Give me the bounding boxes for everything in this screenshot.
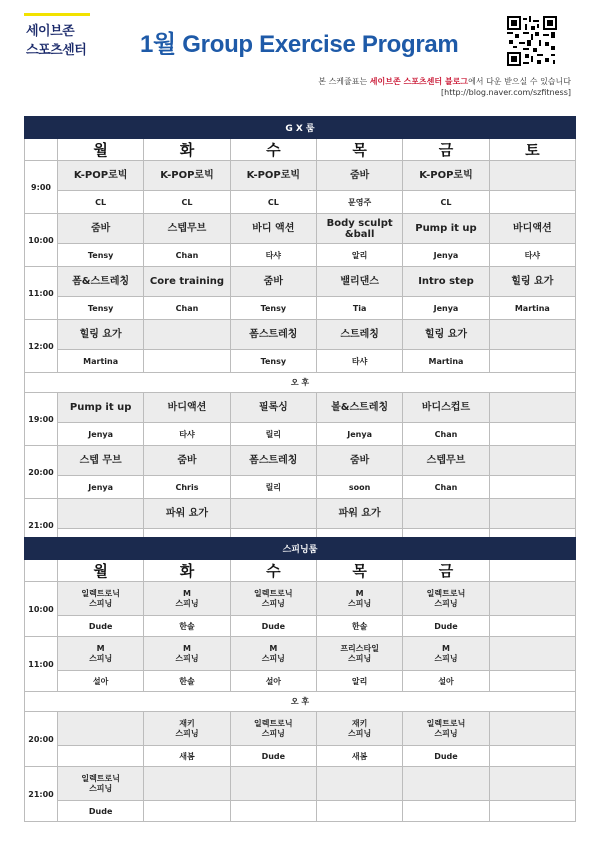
spinning-time-label: 10:00 bbox=[25, 582, 58, 637]
spinning-class-name-line1: M bbox=[355, 588, 364, 598]
gx-instructor-cell: Martina bbox=[403, 350, 489, 373]
spinning-class-cell bbox=[58, 712, 144, 746]
spinning-instructor-cell bbox=[489, 671, 575, 692]
spinning-class-name-line2: 스피닝 bbox=[261, 598, 285, 608]
spinning-class-row bbox=[25, 712, 576, 746]
gx-instructor-cell: Chan bbox=[403, 423, 489, 446]
spinning-room-title: 스피닝룸 bbox=[25, 538, 576, 560]
spinning-instructor-cell: Dude bbox=[58, 616, 144, 637]
spinning-class-name-line2: 스피닝 bbox=[175, 598, 199, 608]
spinning-class-name-line1: 일렉트로닉 bbox=[254, 588, 293, 598]
gx-instructor-cell: Jenya bbox=[403, 244, 489, 267]
gx-instructor-cell bbox=[489, 476, 575, 499]
spinning-class-name-line2: 스피닝 bbox=[89, 653, 113, 663]
gx-class-cell: 힐링 요가 bbox=[58, 320, 144, 350]
gx-class-cell: 줌바 bbox=[316, 446, 402, 476]
gx-time-label: 9:00 bbox=[25, 161, 58, 214]
gx-instructor-cell: 릴리 bbox=[230, 423, 316, 446]
gx-instructor-cell: Chan bbox=[403, 476, 489, 499]
gx-class-row bbox=[25, 446, 576, 476]
blog-url: [http://blog.naver.com/szfitness] bbox=[441, 88, 571, 97]
spinning-class-cell bbox=[489, 637, 575, 671]
gx-instructor-cell: CL bbox=[144, 191, 230, 214]
gx-class-cell: 파워 요가 bbox=[144, 499, 230, 529]
spinning-class-name-line2: 스피닝 bbox=[175, 653, 199, 663]
gx-class-cell: Pump it up bbox=[58, 393, 144, 423]
qr-code-icon bbox=[507, 16, 557, 66]
gx-instructor-cell: Chan bbox=[144, 297, 230, 320]
spinning-class-cell bbox=[489, 767, 575, 801]
gx-day-header: 월 bbox=[58, 139, 144, 161]
spinning-day-corner bbox=[25, 560, 58, 582]
spinning-class-row bbox=[25, 767, 576, 801]
gx-class-cell: Body sculpt &ball bbox=[316, 214, 402, 244]
gx-class-cell: 폼&스트레칭 bbox=[58, 267, 144, 297]
spinning-class-cell bbox=[144, 582, 230, 616]
gx-instructor-row bbox=[25, 297, 576, 320]
gx-day-header: 목 bbox=[316, 139, 402, 161]
spinning-class-name-line2: 스피닝 bbox=[348, 598, 372, 608]
gx-class-cell: K-POP로빅 bbox=[144, 161, 230, 191]
gx-instructor-row bbox=[25, 244, 576, 267]
gx-time-label: 12:00 bbox=[25, 320, 58, 373]
gx-class-cell: 바디스컵트 bbox=[403, 393, 489, 423]
blog-caption bbox=[318, 76, 571, 87]
logo bbox=[26, 22, 96, 60]
gx-class-cell: Intro step bbox=[403, 267, 489, 297]
gx-class-cell bbox=[403, 499, 489, 529]
gx-instructor-row bbox=[25, 350, 576, 373]
spinning-day-header-row bbox=[25, 560, 576, 582]
spinning-instructor-cell: Dude bbox=[230, 746, 316, 767]
spinning-class-name-line2: 스피닝 bbox=[261, 728, 285, 738]
spinning-day-header: 화 bbox=[144, 560, 230, 582]
spinning-instructor-row bbox=[25, 616, 576, 637]
gx-day-header: 수 bbox=[230, 139, 316, 161]
gx-instructor-cell bbox=[489, 423, 575, 446]
gx-instructor-cell: Martina bbox=[489, 297, 575, 320]
gx-instructor-cell: Tensy bbox=[230, 297, 316, 320]
spinning-class-cell bbox=[144, 712, 230, 746]
gx-instructor-row bbox=[25, 191, 576, 214]
gx-instructor-cell: CL bbox=[230, 191, 316, 214]
spinning-class-cell bbox=[316, 637, 402, 671]
gx-room-schedule bbox=[24, 116, 576, 552]
spinning-class-name-line1: 일렉트로닉 bbox=[426, 588, 466, 598]
gx-time-label: 20:00 bbox=[25, 446, 58, 499]
spinning-instructor-cell: Dude bbox=[58, 801, 144, 822]
gx-instructor-row bbox=[25, 476, 576, 499]
spinning-class-cell bbox=[489, 582, 575, 616]
gx-class-row bbox=[25, 214, 576, 244]
gx-time-label: 19:00 bbox=[25, 393, 58, 446]
spinning-class-cell bbox=[403, 582, 489, 616]
spinning-class-row bbox=[25, 637, 576, 671]
spinning-class-name-line1: 재키 bbox=[351, 718, 368, 728]
gx-instructor-cell: Jenya bbox=[316, 423, 402, 446]
spinning-instructor-cell: 설아 bbox=[58, 671, 144, 692]
gx-class-cell: 스텝무브 bbox=[144, 214, 230, 244]
blog-caption-prefix: 본 스케쥴표는 bbox=[318, 77, 370, 86]
gx-instructor-cell: 문영주 bbox=[316, 191, 402, 214]
gx-class-cell: 줌바 bbox=[144, 446, 230, 476]
spinning-class-name-line2: 스피닝 bbox=[434, 598, 458, 608]
spinning-class-name-line1: M bbox=[269, 643, 278, 653]
spinning-instructor-row bbox=[25, 746, 576, 767]
gx-class-cell: 밸리댄스 bbox=[316, 267, 402, 297]
gx-instructor-row bbox=[25, 423, 576, 446]
gx-class-cell: 필록싱 bbox=[230, 393, 316, 423]
spinning-instructor-cell bbox=[403, 801, 489, 822]
spinning-class-cell bbox=[58, 637, 144, 671]
spinning-room-schedule bbox=[24, 537, 576, 822]
gx-instructor-cell: Tensy bbox=[58, 244, 144, 267]
spinning-class-name-line1: M bbox=[96, 643, 105, 653]
gx-class-cell: 스텝무브 bbox=[403, 446, 489, 476]
gx-class-cell bbox=[230, 499, 316, 529]
gx-class-cell: 스트레칭 bbox=[316, 320, 402, 350]
spinning-day-header bbox=[489, 560, 575, 582]
gx-class-cell: 스텝 무브 bbox=[58, 446, 144, 476]
spinning-class-cell bbox=[144, 767, 230, 801]
gx-class-cell: 폼스트레칭 bbox=[230, 446, 316, 476]
spinning-instructor-cell: Dude bbox=[403, 616, 489, 637]
gx-class-cell: 줌바 bbox=[230, 267, 316, 297]
spinning-class-cell bbox=[489, 712, 575, 746]
spinning-instructor-cell: Dude bbox=[230, 616, 316, 637]
gx-day-header-row bbox=[25, 139, 576, 161]
gx-instructor-cell: 릴리 bbox=[230, 476, 316, 499]
gx-instructor-cell: 타샤 bbox=[316, 350, 402, 373]
spinning-class-cell bbox=[316, 582, 402, 616]
gx-class-cell bbox=[489, 393, 575, 423]
gx-class-cell: 줌바 bbox=[58, 214, 144, 244]
gx-class-cell: 폼스트레칭 bbox=[230, 320, 316, 350]
spinning-instructor-cell bbox=[316, 801, 402, 822]
spinning-instructor-cell: Dude bbox=[403, 746, 489, 767]
spinning-class-cell bbox=[58, 582, 144, 616]
gx-class-cell: K-POP로빅 bbox=[58, 161, 144, 191]
gx-day-header: 토 bbox=[489, 139, 575, 161]
gx-class-cell: 바디액션 bbox=[144, 393, 230, 423]
spinning-class-name-line2: 스피닝 bbox=[434, 728, 458, 738]
spinning-instructor-cell bbox=[58, 746, 144, 767]
logo-line2: 스포츠센터 bbox=[26, 43, 87, 58]
spinning-instructor-cell bbox=[489, 801, 575, 822]
gx-class-cell: 파워 요가 bbox=[316, 499, 402, 529]
gx-instructor-cell bbox=[144, 350, 230, 373]
gx-instructor-cell bbox=[489, 191, 575, 214]
spinning-class-name-line2: 스피닝 bbox=[89, 598, 113, 608]
blog-caption-suffix: 에서 다운 받으실 수 있습니다 bbox=[468, 77, 571, 86]
spinning-instructor-cell: 설아 bbox=[403, 671, 489, 692]
spinning-time-label: 21:00 bbox=[25, 767, 58, 822]
spinning-instructor-cell bbox=[489, 746, 575, 767]
spinning-class-name-line1: M bbox=[441, 643, 450, 653]
gx-time-label: 11:00 bbox=[25, 267, 58, 320]
spinning-instructor-cell: 새봄 bbox=[144, 746, 230, 767]
gx-instructor-cell: Tia bbox=[316, 297, 402, 320]
gx-instructor-cell: 타샤 bbox=[144, 423, 230, 446]
page-title: 1월 Group Exercise Program bbox=[140, 31, 459, 58]
spinning-instructor-cell bbox=[230, 801, 316, 822]
gx-time-label: 21:00 bbox=[25, 499, 58, 552]
spinning-class-name-line1: M bbox=[183, 588, 191, 598]
spinning-class-cell bbox=[144, 637, 230, 671]
logo-accent-bar bbox=[24, 13, 90, 16]
spinning-class-name-line1: 일렉트로닉 bbox=[81, 588, 120, 598]
spinning-time-label: 11:00 bbox=[25, 637, 58, 692]
spinning-class-name-line1: 일렉트로닉 bbox=[81, 773, 120, 783]
gx-class-cell: 볼&스트레칭 bbox=[316, 393, 402, 423]
spinning-day-header: 목 bbox=[316, 560, 402, 582]
spinning-class-name-line2: 스피닝 bbox=[261, 653, 285, 663]
gx-pm-label: 오 후 bbox=[25, 373, 576, 393]
spinning-instructor-cell: 한솔 bbox=[144, 616, 230, 637]
gx-class-cell: 힐링 요가 bbox=[403, 320, 489, 350]
spinning-time-label: 20:00 bbox=[25, 712, 58, 767]
spinning-class-name-line1: 프리스타일 bbox=[340, 643, 379, 653]
gx-class-row bbox=[25, 267, 576, 297]
spinning-pm-label: 오 후 bbox=[25, 692, 576, 712]
gx-instructor-cell: Chan bbox=[144, 244, 230, 267]
gx-class-row bbox=[25, 393, 576, 423]
spinning-instructor-cell: 새봄 bbox=[316, 746, 402, 767]
gx-class-cell: Core training bbox=[144, 267, 230, 297]
gx-instructor-cell: CL bbox=[58, 191, 144, 214]
gx-class-cell: 줌바 bbox=[316, 161, 402, 191]
gx-class-cell: 바디액션 bbox=[489, 214, 575, 244]
spinning-class-cell bbox=[230, 582, 316, 616]
gx-class-row bbox=[25, 499, 576, 529]
gx-instructor-cell: CL bbox=[403, 191, 489, 214]
spinning-instructor-cell bbox=[489, 616, 575, 637]
gx-class-cell bbox=[489, 161, 575, 191]
spinning-class-row bbox=[25, 582, 576, 616]
spinning-class-cell bbox=[230, 712, 316, 746]
gx-class-cell: 힐링 요가 bbox=[489, 267, 575, 297]
spinning-class-name-line2: 스피닝 bbox=[348, 728, 372, 738]
logo-line1: 세이브존 bbox=[26, 24, 75, 39]
gx-instructor-cell: Chris bbox=[144, 476, 230, 499]
gx-class-cell bbox=[144, 320, 230, 350]
spinning-class-name-line1: M bbox=[183, 643, 191, 653]
spinning-day-header: 금 bbox=[403, 560, 489, 582]
gx-class-cell: K-POP로빅 bbox=[230, 161, 316, 191]
gx-class-cell: K-POP로빅 bbox=[403, 161, 489, 191]
spinning-class-cell bbox=[403, 767, 489, 801]
spinning-class-name-line2: 스피닝 bbox=[434, 653, 458, 663]
spinning-class-name-line1: 재키 bbox=[179, 718, 195, 728]
gx-instructor-cell: 알리 bbox=[316, 244, 402, 267]
spinning-class-name-line1: 일렉트로닉 bbox=[254, 718, 293, 728]
spinning-class-cell bbox=[316, 767, 402, 801]
spinning-class-name-line2: 스피닝 bbox=[89, 783, 113, 793]
gx-day-header: 화 bbox=[144, 139, 230, 161]
gx-class-cell bbox=[489, 446, 575, 476]
gx-instructor-cell: Tensy bbox=[230, 350, 316, 373]
gx-instructor-cell: Jenya bbox=[58, 423, 144, 446]
gx-class-row bbox=[25, 161, 576, 191]
spinning-class-cell bbox=[230, 637, 316, 671]
spinning-instructor-cell: 설아 bbox=[230, 671, 316, 692]
gx-time-label: 10:00 bbox=[25, 214, 58, 267]
spinning-day-header: 수 bbox=[230, 560, 316, 582]
gx-room-title: G X 룸 bbox=[25, 117, 576, 139]
gx-class-cell: 바디 액션 bbox=[230, 214, 316, 244]
spinning-instructor-cell: 한솔 bbox=[316, 616, 402, 637]
gx-class-cell bbox=[489, 320, 575, 350]
spinning-class-name-line2: 스피닝 bbox=[348, 653, 372, 663]
spinning-instructor-cell bbox=[144, 801, 230, 822]
gx-instructor-cell: soon bbox=[316, 476, 402, 499]
spinning-class-name-line2: 스피닝 bbox=[175, 728, 199, 738]
spinning-class-name-line1: 일렉트로닉 bbox=[426, 718, 466, 728]
gx-instructor-cell: Tensy bbox=[58, 297, 144, 320]
spinning-class-cell bbox=[58, 767, 144, 801]
gx-day-corner bbox=[25, 139, 58, 161]
gx-class-cell bbox=[58, 499, 144, 529]
gx-instructor-cell bbox=[489, 350, 575, 373]
spinning-instructor-cell: 알리 bbox=[316, 671, 402, 692]
gx-instructor-cell: 타샤 bbox=[489, 244, 575, 267]
gx-instructor-cell: Jenya bbox=[58, 476, 144, 499]
spinning-class-cell bbox=[316, 712, 402, 746]
gx-instructor-cell: Jenya bbox=[403, 297, 489, 320]
spinning-class-cell bbox=[403, 637, 489, 671]
spinning-instructor-cell: 한솔 bbox=[144, 671, 230, 692]
gx-day-header: 금 bbox=[403, 139, 489, 161]
spinning-day-header: 월 bbox=[58, 560, 144, 582]
gx-class-row bbox=[25, 320, 576, 350]
gx-class-cell: Pump it up bbox=[403, 214, 489, 244]
gx-class-cell bbox=[489, 499, 575, 529]
gx-instructor-cell: 타샤 bbox=[230, 244, 316, 267]
gx-instructor-cell: Martina bbox=[58, 350, 144, 373]
spinning-class-cell bbox=[403, 712, 489, 746]
blog-caption-highlight: 세이브존 스포츠센터 블로그 bbox=[369, 77, 469, 86]
spinning-instructor-row bbox=[25, 801, 576, 822]
spinning-instructor-row bbox=[25, 671, 576, 692]
spinning-class-cell bbox=[230, 767, 316, 801]
